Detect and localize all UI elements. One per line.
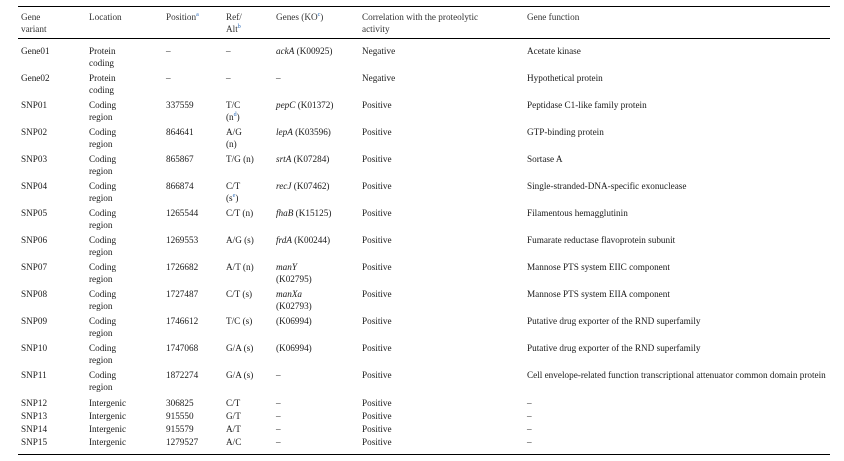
cell-location: Intergenic [89,398,127,408]
cell-position: 866874 [166,181,194,191]
gene-symbol: manY [276,262,297,272]
cell-gene-variant: SNP13 [21,411,48,421]
cell-correlation: Positive [362,316,392,326]
gene-symbol: srtA [276,154,292,164]
cell-location: Coding region [89,316,117,338]
cell-correlation: Positive [362,437,392,447]
table-top-rule [18,6,830,7]
cell-location: Coding region [89,154,117,176]
header-ref-alt: Ref/ Alt$^b$ [226,12,242,34]
cell-ref-alt: – [226,73,231,83]
gene-symbol: lepA [276,127,293,137]
cell-genes-ko: – [276,73,281,83]
cell-ref-alt: C/T (n) [226,208,254,218]
cell-gene-function: Single-stranded-DNA-specific exonuclease [527,181,687,191]
cell-position: 1726682 [166,262,199,272]
cell-correlation: Positive [362,289,392,299]
cell-genes-ko: fhaB (K15125) [276,208,332,218]
cell-correlation: Positive [362,181,392,191]
cell-location: Coding region [89,127,117,149]
table-caption [18,0,830,4]
cell-location: Coding region [89,343,117,365]
cell-location: Coding region [89,370,117,392]
cell-ref-alt: T/C (s) [226,316,253,326]
cell-gene-function: GTP-binding protein [527,127,604,137]
cell-gene-variant: SNP01 [21,100,48,110]
cell-genes-ko: pepC (K01372) [276,100,334,110]
cell-position: 306825 [166,398,194,408]
cell-gene-function: Putative drug exporter of the RND superfamily [527,343,701,353]
gene-symbol: pepC [276,100,296,110]
cell-position: 1872274 [166,370,199,380]
cell-position: 915579 [166,424,194,434]
cell-location: Coding region [89,208,117,230]
cell-correlation: Positive [362,127,392,137]
cell-location: Coding region [89,289,117,311]
cell-ref-alt: G/A (s) [226,370,254,380]
cell-gene-function: Filamentous hemagglutinin [527,208,628,218]
cell-correlation: Positive [362,100,392,110]
cell-gene-function: Peptidase C1-like family protein [527,100,647,110]
cell-gene-function: – [527,398,532,408]
cell-position: 864641 [166,127,194,137]
cell-gene-function: Cell envelope-related function transcriptional attenuator common domain protein [527,370,826,380]
header-location: Location [89,12,122,22]
cell-position: 865867 [166,154,194,164]
gene-symbol: ackA [276,46,295,56]
cell-correlation: Positive [362,208,392,218]
cell-position: 1265544 [166,208,199,218]
cell-gene-function: – [527,437,532,447]
table-header-rule [18,38,830,39]
cell-correlation: Positive [362,370,392,380]
footnote-marker-a[interactable]: a [196,11,199,18]
cell-location: Coding region [89,235,117,257]
cell-genes-ko: – [276,370,281,380]
cell-location: Intergenic [89,424,127,434]
cell-gene-variant: SNP04 [21,181,48,191]
gene-symbol: frdA [276,235,292,245]
header-correlation: Correlation with the proteolytic activity [362,12,479,34]
footnote-marker-b[interactable]: b [237,23,241,30]
cell-gene-variant: SNP11 [21,370,47,380]
cell-location: Coding region [89,181,117,203]
cell-genes-ko: lepA (K03596) [276,127,331,137]
cell-gene-variant: SNP05 [21,208,48,218]
gene-symbol: manXa [276,289,303,299]
cell-genes-ko: – [276,398,281,408]
header-gene-variant: Gene variant [21,12,47,34]
cell-ref-alt: C/T [226,398,241,408]
cell-genes-ko: – [276,411,281,421]
cell-ref-alt: C/T (s) [226,289,253,299]
cell-ref-alt: T/C $(n^d)$ [226,100,241,122]
cell-location: Intergenic [89,411,127,421]
cell-location: Protein coding [89,73,116,95]
cell-gene-variant: SNP03 [21,154,48,164]
cell-position: 1747068 [166,343,199,353]
footnote-marker[interactable]: e [232,192,236,199]
cell-position: 1279527 [166,437,199,447]
cell-gene-variant: SNP15 [21,437,48,447]
cell-genes-ko: (K06994) [276,316,312,326]
header-position: Position$^a$ [166,11,199,22]
cell-genes-ko: – [276,437,281,447]
table-bottom-rule [18,454,830,455]
gene-symbol: fhaB [276,208,294,218]
cell-location: Intergenic [89,437,127,447]
cell-gene-variant: SNP07 [21,262,48,272]
cell-gene-function: Mannose PTS system EIIC component [527,262,670,272]
cell-genes-ko: srtA (K07284) [276,154,330,164]
cell-gene-function: Mannose PTS system EIIA component [527,289,670,299]
cell-gene-function: – [527,411,532,421]
cell-gene-function: Sortase A [527,154,563,164]
footnote-marker[interactable]: d [233,111,237,118]
cell-correlation: Positive [362,424,392,434]
cell-genes-ko: ackA (K00925) [276,46,333,56]
cell-location: Coding region [89,100,117,122]
cell-position: 915550 [166,411,194,421]
cell-position: 337559 [166,100,194,110]
gene-symbol: recJ [276,181,292,191]
cell-genes-ko: frdA (K00244) [276,235,331,245]
cell-genes-ko: recJ (K07462) [276,181,330,191]
cell-gene-variant: SNP08 [21,289,48,299]
cell-correlation: Positive [362,262,392,272]
cell-position: 1269553 [166,235,199,245]
cell-position: – [166,46,171,56]
cell-correlation: Positive [362,154,392,164]
cell-position: 1727487 [166,289,199,299]
cell-correlation: Negative [362,46,396,56]
cell-gene-variant: SNP06 [21,235,48,245]
cell-gene-variant: SNP09 [21,316,48,326]
cell-location: Protein coding [89,46,116,68]
cell-gene-function: Fumarate reductase flavoprotein subunit [527,235,676,245]
cell-correlation: Positive [362,235,392,245]
header-gene-function: Gene function [527,12,580,22]
cell-correlation: Positive [362,343,392,353]
cell-gene-variant: Gene02 [21,73,50,83]
cell-gene-variant: Gene01 [21,46,50,56]
cell-correlation: Positive [362,398,392,408]
cell-gene-variant: SNP02 [21,127,48,137]
cell-genes-ko: manXa (K02793) [276,289,312,311]
cell-gene-function: Acetate kinase [527,46,581,56]
cell-ref-alt: T/G (n) [226,154,254,164]
cell-ref-alt: A/T (n) [226,262,254,272]
cell-gene-function: Hypothetical protein [527,73,603,83]
footnote-marker-c[interactable]: c [317,11,321,18]
cell-ref-alt: – [226,46,231,56]
cell-gene-variant: SNP10 [21,343,48,353]
cell-ref-alt: G/A (s) [226,343,254,353]
cell-position: – [166,73,171,83]
cell-ref-alt: C/T $(s^e)$ [226,181,241,203]
cell-gene-variant: SNP12 [21,398,48,408]
cell-ref-alt: A/C [226,437,242,447]
header-genes-ko: Genes $(KO^c)$ [276,11,324,22]
cell-genes-ko: manY (K02795) [276,262,312,284]
cell-gene-variant: SNP14 [21,424,48,434]
cell-ref-alt: A/T [226,424,241,434]
cell-genes-ko: (K06994) [276,343,312,353]
cell-correlation: Positive [362,411,392,421]
cell-position: 1746612 [166,316,199,326]
cell-location: Coding region [89,262,117,284]
cell-ref-alt: G/T [226,411,241,421]
cell-ref-alt: A/G (s) [226,235,254,245]
cell-ref-alt: A/G (n) [226,127,242,149]
cell-genes-ko: – [276,424,281,434]
cell-gene-function: – [527,424,532,434]
cell-correlation: Negative [362,73,396,83]
cell-gene-function: Putative drug exporter of the RND superfamily [527,316,701,326]
